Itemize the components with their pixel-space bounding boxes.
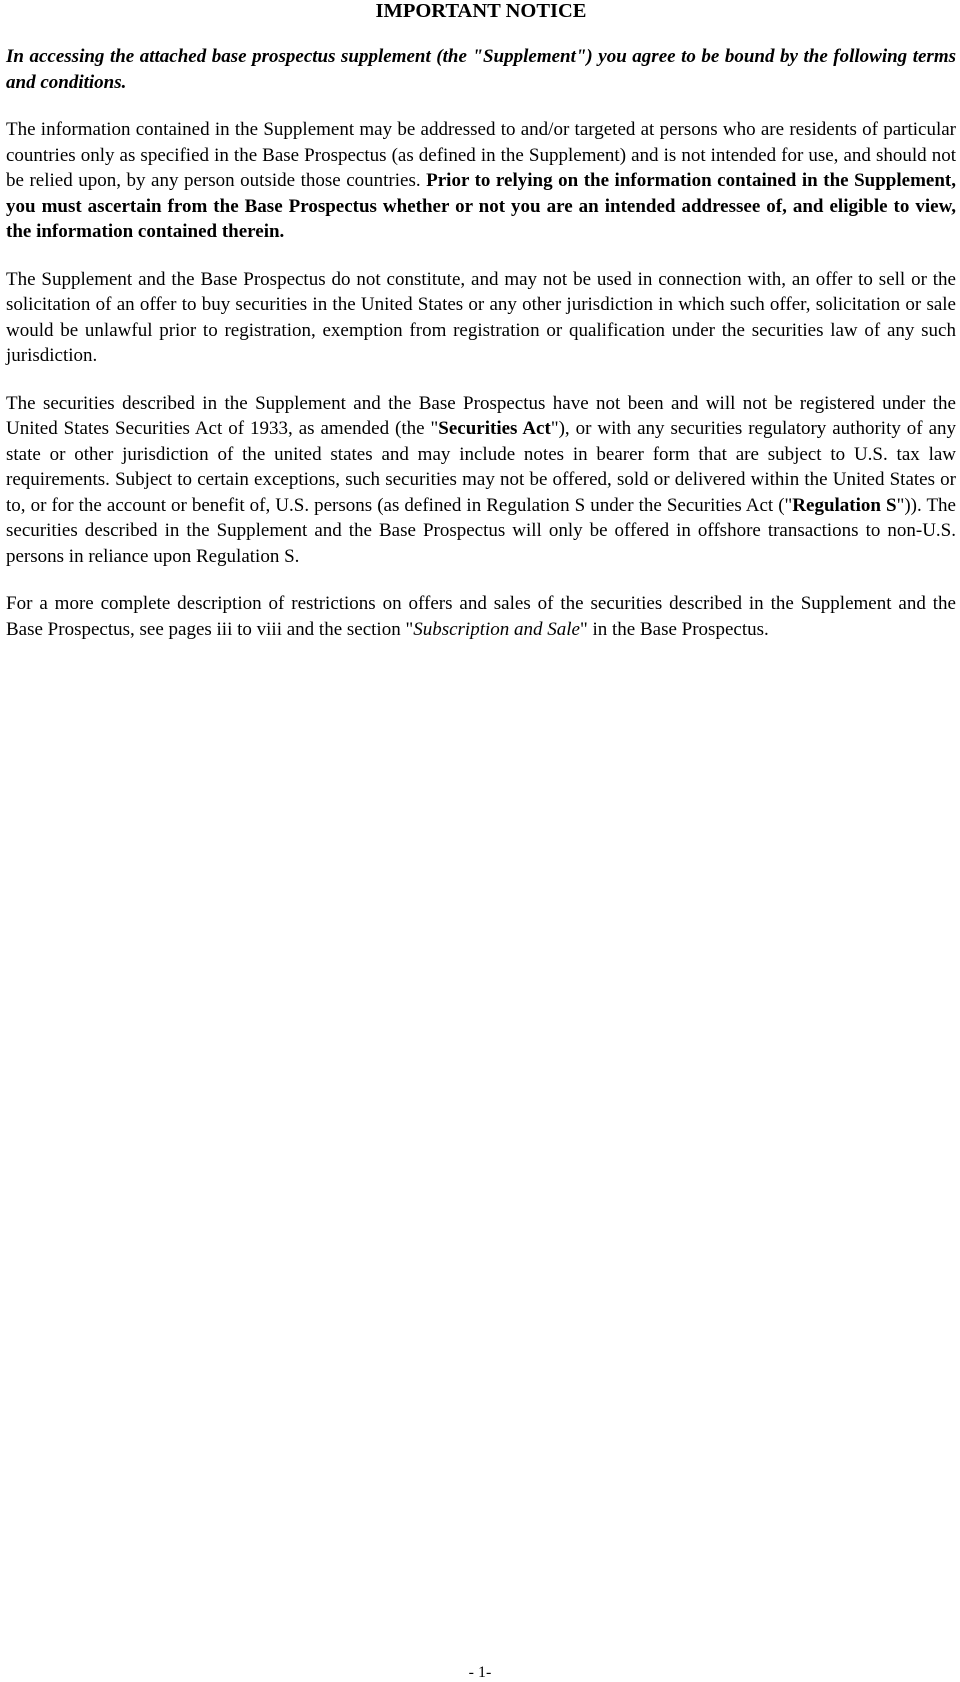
subscription-and-sale-term: Subscription and Sale [413,618,580,640]
paragraph-offer-restriction: The Supplement and the Base Prospectus do not constitute, and may not be used in connection with, an offer to sell or the solicitation of an offer to buy securities in the United States or any other jurisdiction in which such offer, solicitation or sale would be unlawful prior to registration, exemption from registration or qualification under the securities law of any such jurisdiction. [6,268,956,366]
document-title: IMPORTANT NOTICE [375,0,587,22]
restrictions-text-1: For a more complete description of restrictions on offers and sales of the securities described in the Supplement and the Base Prospectus, see pages iii to viii and the section " [6,593,956,640]
paragraph-information-text: The information contained in the Supplement may be addressed to and/or targeted at persons who are residents of particular countries only as specified in the Base Prospectus (as defined in the Supplement) and is not intended for use, and should not be relied upon, by any person outside those countries. [6,119,956,191]
intro-paragraph: In accessing the attached base prospectus supplement (the "Supplement") you agree to be bound by the following terms and conditions. [6,46,956,93]
restrictions-text-2: " in the Base Prospectus. [579,618,769,640]
paragraph-securities-act [6,391,956,570]
paragraph-information [6,117,956,245]
securities-text-1: The securities described in the Supplement and the Base Prospectus have not been and will not be registered under the United States Securities Act of 1933, as amended (the " [6,392,956,439]
document-page [6,0,956,642]
securities-act-term: Securities Act [438,418,551,439]
regulation-s-term: Regulation S [792,494,897,516]
page-number: - 1- [468,1664,492,1681]
securities-text-3: ")). The securities described in the Supplement and the Base Prospectus will only be offered in offshore transactions to non-U.S. persons in reliance upon Regulation S. [6,494,956,567]
paragraph-information-bold: Prior to relying on the information contained in the Supplement, you must ascertain from the Base Prospectus whether or not you are an intended addressee of, and eligible to view, the information contained therein. [6,170,956,242]
paragraph-restrictions [6,591,956,642]
securities-text-2: "), or with any securities regulatory authority of any state or other jurisdiction of the united states and may include notes in bearer form that are subject to U.S. tax law requirements. Subject to certain exceptions, such securities may not be offered, sold or delivered within the United States or to, or for the account or benefit of, U.S. persons (as defined in Regulation S under the Securities Act (" [6,418,957,516]
